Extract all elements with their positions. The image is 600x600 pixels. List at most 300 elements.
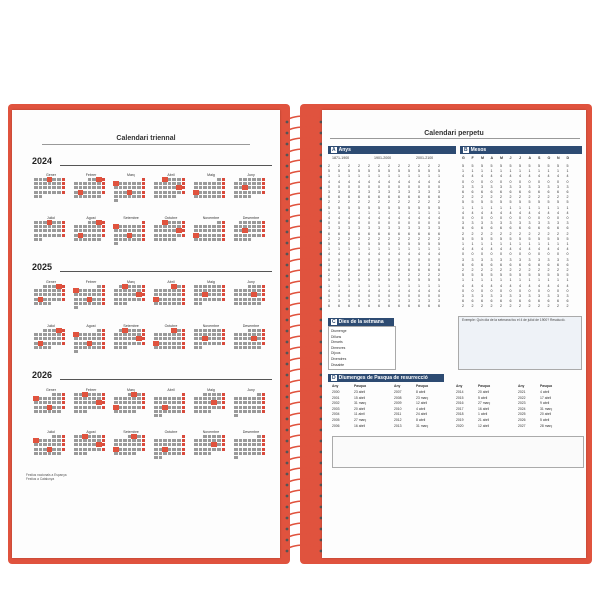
easter-col-header: Pasqua: [354, 384, 367, 388]
months-row: [32, 430, 270, 470]
legend-regional: Festius a Catalunya: [26, 477, 55, 481]
title-rule: [42, 144, 250, 145]
easter-cell: 2014: [456, 390, 464, 394]
number-column: 5 1 4 0 3 6 2 5 1 4 0 3 6 2 5 1 4 0 3 6 2 5 1 4 0 3 6 2: [481, 164, 483, 309]
spiral-binding: [282, 112, 326, 558]
easter-cell: 2007: [394, 390, 402, 394]
legend-notes: [26, 473, 67, 481]
month-calendar: [112, 388, 150, 428]
spiral-ring: [284, 292, 324, 298]
spiral-ring: [284, 182, 324, 188]
month-name: Gener: [46, 173, 56, 177]
easter-cell: 27 març: [478, 401, 491, 406]
month-name: Març: [127, 388, 135, 392]
spiral-ring: [284, 413, 324, 419]
punch-hole: [286, 429, 289, 432]
section-title: Mesos: [470, 147, 487, 153]
col-header: 1871-1900: [332, 156, 350, 160]
month-name: Desembre: [242, 430, 260, 434]
year-label: 2024: [32, 156, 53, 166]
punch-hole: [286, 121, 289, 124]
spiral-ring: [284, 116, 324, 122]
month-name: Març: [127, 173, 135, 177]
easter-cell: 2020: [456, 423, 464, 428]
easter-cell: 2001: [332, 395, 340, 400]
month-calendar: [232, 216, 270, 256]
section-title: Anys: [338, 147, 351, 153]
day-grid: [234, 178, 270, 202]
spiral-ring: [284, 380, 324, 386]
section-title: Diumenges de Pasqua de resurrecció: [338, 375, 428, 381]
day-grid: [114, 221, 150, 245]
month-calendar: [72, 280, 110, 320]
month-col-header: F: [471, 156, 474, 160]
month-col-header: J: [509, 156, 512, 160]
punch-hole: [286, 264, 289, 267]
number-column: 5 1 4 0 3 6 2 5 1 4 0 3 6 2 5 1 4 0 3 6 2 5 1 4 0 3 6 2: [528, 164, 531, 309]
month-calendar: [192, 430, 230, 470]
day-grid: [154, 178, 190, 202]
spiral-ring: [284, 171, 324, 177]
spiral-ring: [284, 160, 324, 166]
month-name: Novembre: [202, 430, 220, 434]
month-name: Gener: [46, 388, 56, 392]
easter-cell: 2009: [394, 401, 402, 406]
punch-hole: [286, 187, 289, 190]
day-grid: [234, 329, 270, 353]
number-column: 2 5 1 4 0 3 6 2 5 1 4 0 3 6 2 5 1 4 0 3 6 2 5 1 4 0 3 6: [348, 164, 350, 309]
month-calendar: [152, 324, 190, 364]
easter-cell: 16 abril: [354, 423, 366, 428]
section-title: Dies de la setmana: [338, 319, 384, 325]
spiral-ring: [284, 545, 324, 551]
spiral-ring: [284, 435, 324, 441]
day-grid: [74, 393, 110, 417]
easter-cell: 23 abril: [354, 390, 366, 394]
punch-hole: [286, 418, 289, 421]
spiral-ring: [284, 281, 324, 287]
easter-cell: 2019: [456, 418, 464, 422]
month-name: Juliol: [46, 324, 56, 328]
section-b-header: [460, 146, 582, 154]
day-grid: [114, 285, 150, 309]
spiral-ring: [284, 501, 324, 507]
month-name: Agost: [86, 216, 96, 220]
easter-cell: 5 abril: [540, 418, 550, 422]
punch-hole: [286, 550, 289, 553]
spiral-ring: [284, 314, 324, 320]
easter-col-header: Pasqua: [416, 384, 429, 388]
easter-cell: 15 abril: [354, 395, 366, 400]
spiral-ring: [284, 138, 324, 144]
month-name: Febrer: [85, 388, 97, 392]
easter-cell: 2016: [456, 401, 464, 406]
punch-hole: [286, 275, 289, 278]
month-name: Gener: [46, 280, 56, 284]
section-letter: C: [332, 319, 336, 325]
month-calendar: [152, 216, 190, 256]
month-col-header: M: [500, 156, 503, 160]
spiral-ring: [284, 325, 324, 331]
month-name: Desembre: [242, 216, 260, 220]
easter-cell: 5 abril: [478, 395, 488, 400]
spiral-ring: [284, 479, 324, 485]
months-row: [32, 280, 270, 320]
col-header: 1901-2000: [374, 156, 392, 160]
month-calendar: [192, 388, 230, 428]
year-rule: [60, 165, 272, 166]
spiral-ring: [284, 391, 324, 397]
months-row: [32, 388, 270, 428]
easter-cell: 23 març: [416, 395, 429, 400]
month-calendar: [112, 216, 150, 256]
number-column: 5 1 4 0 3 6 2 5 1 4 0 3 6 2 5 1 4 0 3 6 2 5 1 4 0 3 6 2: [566, 164, 569, 309]
month-calendar: [232, 388, 270, 428]
easter-cell: 4 abril: [416, 406, 426, 411]
month-name: Juliol: [46, 430, 56, 434]
punch-hole: [286, 319, 289, 322]
year-rule: [60, 271, 272, 272]
punch-hole: [286, 539, 289, 542]
section-d-header: [328, 374, 444, 382]
punch-hole: [286, 341, 289, 344]
day-grid: [194, 178, 230, 202]
months-table: [462, 164, 578, 314]
day-grid: [114, 329, 150, 353]
day-grid: [74, 221, 110, 245]
punch-hole: [286, 253, 289, 256]
spiral-ring: [284, 259, 324, 265]
day-grid: [234, 393, 270, 417]
month-calendar: [112, 173, 150, 213]
month-calendar: [112, 280, 150, 320]
number-column: 5 1 4 0 3 6 2 5 1 4 0 3 6 2 5 1 4 0 3 6 2 5 1 4 0 3 6 2: [490, 164, 493, 309]
easter-cell: 2026: [518, 418, 526, 422]
years-table: [328, 164, 452, 314]
month-name: Desembre: [242, 324, 260, 328]
day-grid: [114, 178, 150, 202]
month-name: Setembre: [123, 430, 139, 434]
day-grid: [154, 285, 190, 309]
day-grid: [74, 329, 110, 353]
weekdays-table: [328, 326, 396, 370]
spiral-ring: [284, 534, 324, 540]
easter-cell: 28 març: [540, 423, 553, 428]
easter-col-header: Any: [456, 384, 463, 388]
day-grid: [34, 178, 70, 202]
spiral-ring: [284, 424, 324, 430]
month-calendar: [192, 216, 230, 256]
spiral-ring: [284, 347, 324, 353]
weekday-label: Dimarts: [331, 340, 343, 345]
day-grid: [234, 221, 270, 245]
punch-hole: [286, 297, 289, 300]
month-col-header: O: [547, 156, 551, 160]
month-name: Abril: [167, 280, 175, 284]
month-calendar: [232, 324, 270, 364]
month-col-header: D: [566, 156, 570, 160]
month-name: Juliol: [46, 216, 56, 220]
easter-cell: 2015: [456, 395, 464, 400]
spiral-ring: [284, 402, 324, 408]
punch-hole: [286, 308, 289, 311]
number-column: 2 5 1 4 0 3 6 2 5 1 4 0 3 6 2 5 1 4 0 3 6 2 5 1 4 0 3 6: [378, 164, 380, 309]
easter-cell: 2011: [394, 412, 402, 417]
punch-hole: [286, 374, 289, 377]
spiral-ring: [284, 512, 324, 518]
day-grid: [154, 435, 190, 459]
number-column: 2 5 1 4 0 3 6 2 5 1 4 0 3 6 2 5 1 4 0 3 6 2 5 1 4 0 3 6: [418, 164, 420, 309]
easter-cell: 12 abril: [478, 423, 490, 428]
month-calendar: [232, 280, 270, 320]
easter-col-header: Pasqua: [478, 384, 491, 388]
day-grid: [34, 221, 70, 245]
month-name: Maig: [207, 388, 215, 392]
spiral-ring: [284, 127, 324, 133]
month-calendar: [32, 280, 70, 320]
month-calendar: [152, 280, 190, 320]
month-calendar: [32, 324, 70, 364]
month-calendar: [152, 388, 190, 428]
month-name: Agost: [86, 430, 96, 434]
easter-table: [332, 384, 582, 432]
punch-hole: [286, 352, 289, 355]
month-name: Juny: [247, 388, 255, 392]
punch-hole: [286, 462, 289, 465]
months-table-headers: [462, 156, 578, 162]
instructions-text: Exemple: Quin dia de la setmana fou el 4 de juliol de 1900? Resolució.: [462, 318, 566, 322]
spiral-ring: [284, 226, 324, 232]
easter-cell: 12 abril: [416, 401, 428, 406]
month-col-header: S: [538, 156, 541, 160]
easter-cell: 2021: [518, 390, 526, 394]
easter-col-header: Any: [518, 384, 525, 388]
easter-cell: 2012: [394, 418, 402, 422]
day-grid: [34, 393, 70, 417]
easter-cell: 1 abril: [478, 412, 488, 417]
legend-national: Festius nacionals a Espanya: [26, 473, 67, 477]
month-name: Agost: [86, 324, 96, 328]
easter-notes-box: [332, 436, 584, 468]
month-col-header: A: [490, 156, 494, 160]
spiral-ring: [284, 303, 324, 309]
easter-cell: 2000: [332, 390, 340, 394]
easter-cell: 4 abril: [540, 390, 550, 394]
spiral-ring: [284, 490, 324, 496]
punch-hole: [286, 209, 289, 212]
right-page: [322, 110, 586, 558]
easter-cell: 24 abril: [416, 412, 428, 417]
spiral-ring: [284, 457, 324, 463]
easter-cell: 2024: [518, 406, 526, 411]
punch-hole: [286, 396, 289, 399]
punch-hole: [286, 451, 289, 454]
weekday-label: Diumenge: [331, 329, 347, 333]
easter-cell: 2023: [518, 401, 526, 406]
number-column: 5 1 4 0 3 6 2 5 1 4 0 3 6 2 5 1 4 0 3 6 2 5 1 4 0 3 6 2: [509, 164, 512, 309]
easter-cell: 2013: [394, 423, 402, 428]
spiral-ring: [284, 270, 324, 276]
easter-cell: 8 abril: [416, 418, 426, 422]
page-title: Calendari triennal: [116, 135, 176, 142]
month-calendar: [112, 324, 150, 364]
month-name: Maig: [207, 173, 215, 177]
month-name: Juny: [247, 280, 255, 284]
number-column: 5 1 4 0 3 6 2 5 1 4 0 3 6 2 5 1 4 0 3 6 2 5 1 4 0 3 6 2: [519, 164, 521, 309]
easter-cell: 16 abril: [478, 406, 490, 411]
punch-hole: [286, 363, 289, 366]
spiral-ring: [284, 237, 324, 243]
weekday-label: Dimecres: [331, 345, 346, 350]
month-calendar: [232, 173, 270, 213]
left-page: [12, 110, 280, 558]
month-name: Febrer: [85, 280, 97, 284]
easter-cell: 2002: [332, 401, 340, 406]
day-grid: [34, 329, 70, 353]
easter-cell: 2003: [332, 406, 340, 411]
spiral-ring: [284, 248, 324, 254]
page-title: Calendari perpetu: [424, 130, 484, 137]
number-column: 5 1 4 0 3 6 2 5 1 4 0 3 6 2 5 1 4 0 3 6 2 5 1 4 0 3 6 2: [557, 164, 559, 309]
year-label: 2026: [32, 370, 53, 380]
month-name: Octubre: [164, 324, 178, 328]
punch-hole: [286, 330, 289, 333]
number-column: 5 1 4 0 3 6 2 5 1 4 0 3 6 2 5 1 4 0 3 6 2 5 1 4 0 3 6 2: [500, 164, 502, 309]
day-grid: [194, 285, 230, 309]
weekday-label: Divendres: [331, 357, 347, 361]
month-calendar: [192, 324, 230, 364]
instructions-box: [458, 316, 582, 370]
punch-hole: [286, 231, 289, 234]
easter-cell: 2022: [518, 395, 526, 400]
section-letter: A: [332, 147, 336, 153]
month-name: Abril: [167, 388, 175, 392]
number-column: 2 5 1 4 0 3 6 2 5 1 4 0 3 6 2 5 1 4 0 3 6 2 5 1 4 0 3 6: [408, 164, 410, 309]
easter-cell: 9 abril: [540, 401, 550, 406]
easter-cell: 21 abril: [478, 418, 490, 422]
punch-hole: [286, 506, 289, 509]
month-calendar: [152, 173, 190, 213]
day-grid: [74, 178, 110, 202]
number-column: 5 1 4 0 3 6 2 5 1 4 0 3 6 2 5 1 4 0 3 6 2 5 1 4 0 3 6 2: [547, 164, 550, 309]
month-calendar: [32, 173, 70, 213]
section-a-header: [328, 146, 456, 154]
month-name: Abril: [167, 173, 175, 177]
month-calendar: [32, 388, 70, 428]
punch-hole: [286, 286, 289, 289]
easter-cell: 2008: [394, 395, 402, 400]
day-grid: [154, 393, 190, 417]
day-grid: [74, 285, 110, 309]
easter-cell: 2025: [518, 412, 526, 417]
number-column: 2 5 1 4 0 3 6 2 5 1 4 0 3 6 2 5 1 4 0 3 6 2 5 1 4 0 3 6: [368, 164, 370, 309]
months-row: [32, 173, 270, 213]
easter-cell: 17 abril: [540, 395, 552, 400]
punch-hole: [286, 484, 289, 487]
spiral-ring: [284, 215, 324, 221]
easter-col-header: Pasqua: [540, 384, 553, 388]
easter-cell: 31 març: [540, 406, 553, 411]
number-column: 2 5 1 4 0 3 6 2 5 1 4 0 3 6 2 5 1 4 0 3 6 2 5 1 4 0 3 6: [388, 164, 390, 309]
easter-cell: 2010: [394, 406, 402, 411]
month-calendar: [32, 430, 70, 470]
punch-hole: [286, 495, 289, 498]
month-calendar: [72, 324, 110, 364]
month-col-header: M: [481, 156, 484, 160]
month-calendar: [232, 430, 270, 470]
easter-cell: 11 abril: [354, 412, 365, 417]
easter-cell: 31 març: [416, 423, 429, 428]
number-column: 2 5 1 4 0 3 6 2 5 1 4 0 3 6 2 5 1 4 0 3 6 2 5 1 4 0 3 6: [428, 164, 430, 309]
number-column: 2 5 1 4 0 3 6 2 5 1 4 0 3 6 2 5 1 4 0 3 6 2 5 1 4 0 3 6: [338, 164, 340, 309]
month-calendar: [32, 216, 70, 256]
punch-hole: [286, 385, 289, 388]
month-calendar: [72, 216, 110, 256]
easter-cell: 20 abril: [540, 412, 552, 417]
spiral-ring: [284, 204, 324, 210]
number-column: 2 5 1 4 0 3 6 2 5 1 4 0 3 6 2 5 1 4 0 3 6 2 5 1 4 0 3 6: [398, 164, 400, 309]
spiral-ring: [284, 369, 324, 375]
number-column: 2 5 1 4 0 3 6 2 5 1 4 0 3 6 2 5 1 4 0 3 6 2 5 1 4 0 3 6: [358, 164, 360, 309]
month-calendar: [72, 388, 110, 428]
day-grid: [154, 329, 190, 353]
col-header: 2001-2100: [416, 156, 434, 160]
month-calendar: [192, 280, 230, 320]
punch-hole: [286, 143, 289, 146]
day-grid: [194, 393, 230, 417]
month-calendar: [112, 430, 150, 470]
easter-cell: 2004: [332, 412, 340, 417]
easter-cell: 20 abril: [354, 406, 366, 411]
number-column: 5 1 4 0 3 6 2 5 1 4 0 3 6 2 5 1 4 0 3 6 2 5 1 4 0 3 6 2: [462, 164, 464, 309]
month-col-header: J: [519, 156, 521, 160]
month-name: Novembre: [202, 216, 220, 220]
day-grid: [154, 221, 190, 245]
day-grid: [234, 285, 270, 309]
section-letter: D: [332, 375, 336, 381]
month-name: Novembre: [202, 324, 220, 328]
weekday-label: Dissabte: [331, 362, 345, 367]
spiral-ring: [284, 358, 324, 364]
day-grid: [34, 435, 70, 459]
month-calendar: [152, 430, 190, 470]
spiral-ring: [284, 193, 324, 199]
month-name: Març: [127, 280, 135, 284]
section-c-header: [328, 318, 394, 326]
punch-hole: [286, 517, 289, 520]
day-grid: [234, 435, 270, 459]
punch-hole: [286, 132, 289, 135]
day-grid: [194, 329, 230, 353]
easter-cell: 31 març: [354, 401, 367, 406]
day-grid: [34, 285, 70, 309]
month-name: Maig: [207, 280, 215, 284]
weekday-label: Dilluns: [331, 334, 342, 339]
easter-cell: 2005: [332, 418, 340, 422]
easter-cell: 2018: [456, 412, 464, 417]
month-name: Febrer: [85, 173, 97, 177]
month-calendar: [72, 173, 110, 213]
punch-hole: [286, 440, 289, 443]
punch-hole: [286, 528, 289, 531]
spiral-ring: [284, 523, 324, 529]
punch-hole: [286, 220, 289, 223]
spiral-ring: [284, 336, 324, 342]
month-calendar: [192, 173, 230, 213]
spiral-ring: [284, 149, 324, 155]
number-column: 5 1 4 0 3 6 2 5 1 4 0 3 6 2 5 1 4 0 3 6 2 5 1 4 0 3 6 2: [538, 164, 540, 309]
number-column: 2 5 1 4 0 3 6 2 5 1 4 0 3 6 2 5 1 4 0 3 6 2 5 1 4 0 3 6: [438, 164, 440, 309]
